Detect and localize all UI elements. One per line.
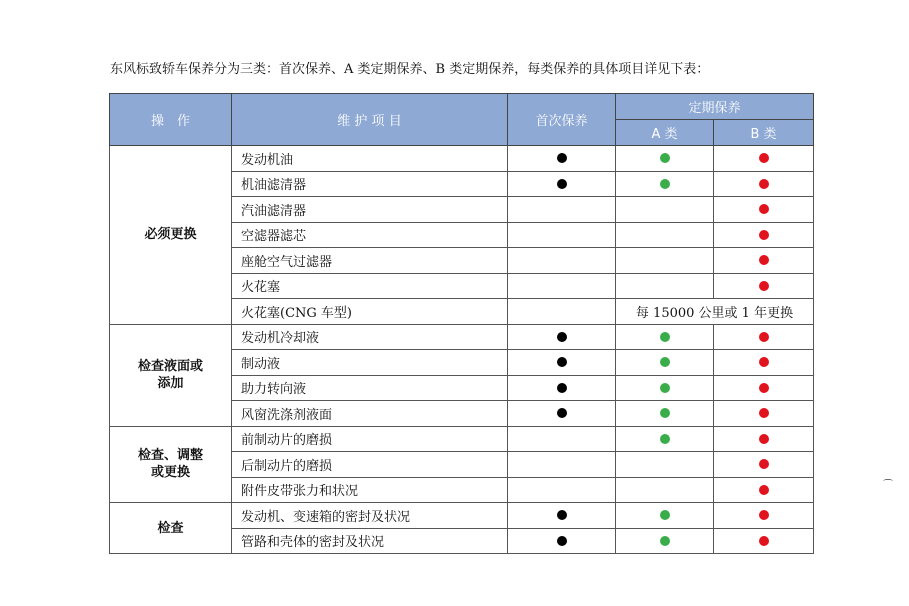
first-cell <box>508 528 616 554</box>
first-cell <box>508 197 616 223</box>
item-cell: 机油滤清器 <box>232 171 508 197</box>
red-dot-icon <box>759 281 769 291</box>
a-cell <box>616 503 714 529</box>
red-dot-icon <box>759 255 769 265</box>
first-cell <box>508 350 616 376</box>
b-cell <box>714 350 814 376</box>
b-cell <box>714 273 814 299</box>
black-dot-icon <box>557 179 567 189</box>
first-cell <box>508 503 616 529</box>
black-dot-icon <box>557 383 567 393</box>
table-row <box>110 503 814 529</box>
red-dot-icon <box>759 536 769 546</box>
header-class-a: A 类 <box>616 120 714 146</box>
first-cell <box>508 171 616 197</box>
b-cell <box>714 375 814 401</box>
item-cell: 发动机、变速箱的密封及状况 <box>232 503 508 529</box>
a-cell <box>616 222 714 248</box>
a-cell <box>616 324 714 350</box>
table-body <box>110 146 814 554</box>
red-dot-icon <box>759 230 769 240</box>
red-dot-icon <box>759 459 769 469</box>
first-cell <box>508 299 616 325</box>
b-cell <box>714 248 814 274</box>
first-cell <box>508 248 616 274</box>
b-cell <box>714 477 814 503</box>
b-cell <box>714 171 814 197</box>
header-periodic-service: 定期保养 <box>616 94 814 120</box>
black-dot-icon <box>557 510 567 520</box>
category-cell: 检查、调整 或更换 <box>110 426 232 503</box>
item-cell: 助力转向液 <box>232 375 508 401</box>
first-cell <box>508 477 616 503</box>
b-cell <box>714 222 814 248</box>
red-dot-icon <box>759 179 769 189</box>
black-dot-icon <box>557 408 567 418</box>
red-dot-icon <box>759 153 769 163</box>
table-row <box>110 426 814 452</box>
corner-mark: ⌒ <box>883 480 893 491</box>
item-cell: 汽油滤清器 <box>232 197 508 223</box>
a-cell <box>616 273 714 299</box>
item-cell: 发动机冷却液 <box>232 324 508 350</box>
b-cell <box>714 401 814 427</box>
first-cell <box>508 324 616 350</box>
black-dot-icon <box>557 357 567 367</box>
category-cell: 必须更换 <box>110 146 232 325</box>
green-dot-icon <box>660 153 670 163</box>
item-cell: 前制动片的磨损 <box>232 426 508 452</box>
b-cell <box>714 452 814 478</box>
a-cell <box>616 401 714 427</box>
item-cell: 后制动片的磨损 <box>232 452 508 478</box>
a-cell <box>616 171 714 197</box>
item-cell: 制动液 <box>232 350 508 376</box>
first-cell <box>508 146 616 172</box>
red-dot-icon <box>759 332 769 342</box>
item-cell: 座舱空气过滤器 <box>232 248 508 274</box>
first-cell <box>508 452 616 478</box>
item-cell: 风窗洗涤剂液面 <box>232 401 508 427</box>
item-cell: 附件皮带张力和状况 <box>232 477 508 503</box>
a-cell <box>616 375 714 401</box>
b-cell <box>714 426 814 452</box>
intro-text: 东风标致轿车保养分为三类：首次保养、A 类定期保养、B 类定期保养，每类保养的具体项目详见下表： <box>110 62 710 77</box>
a-cell <box>616 350 714 376</box>
green-dot-icon <box>660 332 670 342</box>
table-row <box>110 324 814 350</box>
red-dot-icon <box>759 204 769 214</box>
red-dot-icon <box>759 485 769 495</box>
green-dot-icon <box>660 383 670 393</box>
red-dot-icon <box>759 408 769 418</box>
item-cell: 空滤器滤芯 <box>232 222 508 248</box>
b-cell <box>714 197 814 223</box>
category-cell: 检查 <box>110 503 232 554</box>
a-cell <box>616 452 714 478</box>
red-dot-icon <box>759 383 769 393</box>
black-dot-icon <box>557 153 567 163</box>
item-cell: 火花塞(CNG 车型) <box>232 299 508 325</box>
red-dot-icon <box>759 357 769 367</box>
a-cell <box>616 197 714 223</box>
first-cell <box>508 273 616 299</box>
item-cell: 发动机油 <box>232 146 508 172</box>
header-class-b: B 类 <box>714 120 814 146</box>
red-dot-icon <box>759 434 769 444</box>
red-dot-icon <box>759 510 769 520</box>
b-cell <box>714 324 814 350</box>
b-cell <box>714 146 814 172</box>
first-cell <box>508 401 616 427</box>
item-cell: 管路和壳体的密封及状况 <box>232 528 508 554</box>
header-item: 维 护 项 目 <box>232 94 508 146</box>
a-cell <box>616 248 714 274</box>
replacement-note: 每 15000 公里或 1 年更换 <box>616 299 814 325</box>
green-dot-icon <box>660 510 670 520</box>
green-dot-icon <box>660 179 670 189</box>
item-cell: 火花塞 <box>232 273 508 299</box>
a-cell <box>616 426 714 452</box>
a-cell <box>616 146 714 172</box>
green-dot-icon <box>660 357 670 367</box>
black-dot-icon <box>557 332 567 342</box>
header-first-service: 首次保养 <box>508 94 616 146</box>
first-cell <box>508 375 616 401</box>
green-dot-icon <box>660 536 670 546</box>
header-operation: 操 作 <box>110 94 232 146</box>
table-row <box>110 146 814 172</box>
first-cell <box>508 222 616 248</box>
category-cell: 检查液面或 添加 <box>110 324 232 426</box>
first-cell <box>508 426 616 452</box>
green-dot-icon <box>660 408 670 418</box>
green-dot-icon <box>660 434 670 444</box>
a-cell <box>616 528 714 554</box>
maintenance-table <box>109 93 814 554</box>
black-dot-icon <box>557 536 567 546</box>
a-cell <box>616 477 714 503</box>
b-cell <box>714 503 814 529</box>
b-cell <box>714 528 814 554</box>
